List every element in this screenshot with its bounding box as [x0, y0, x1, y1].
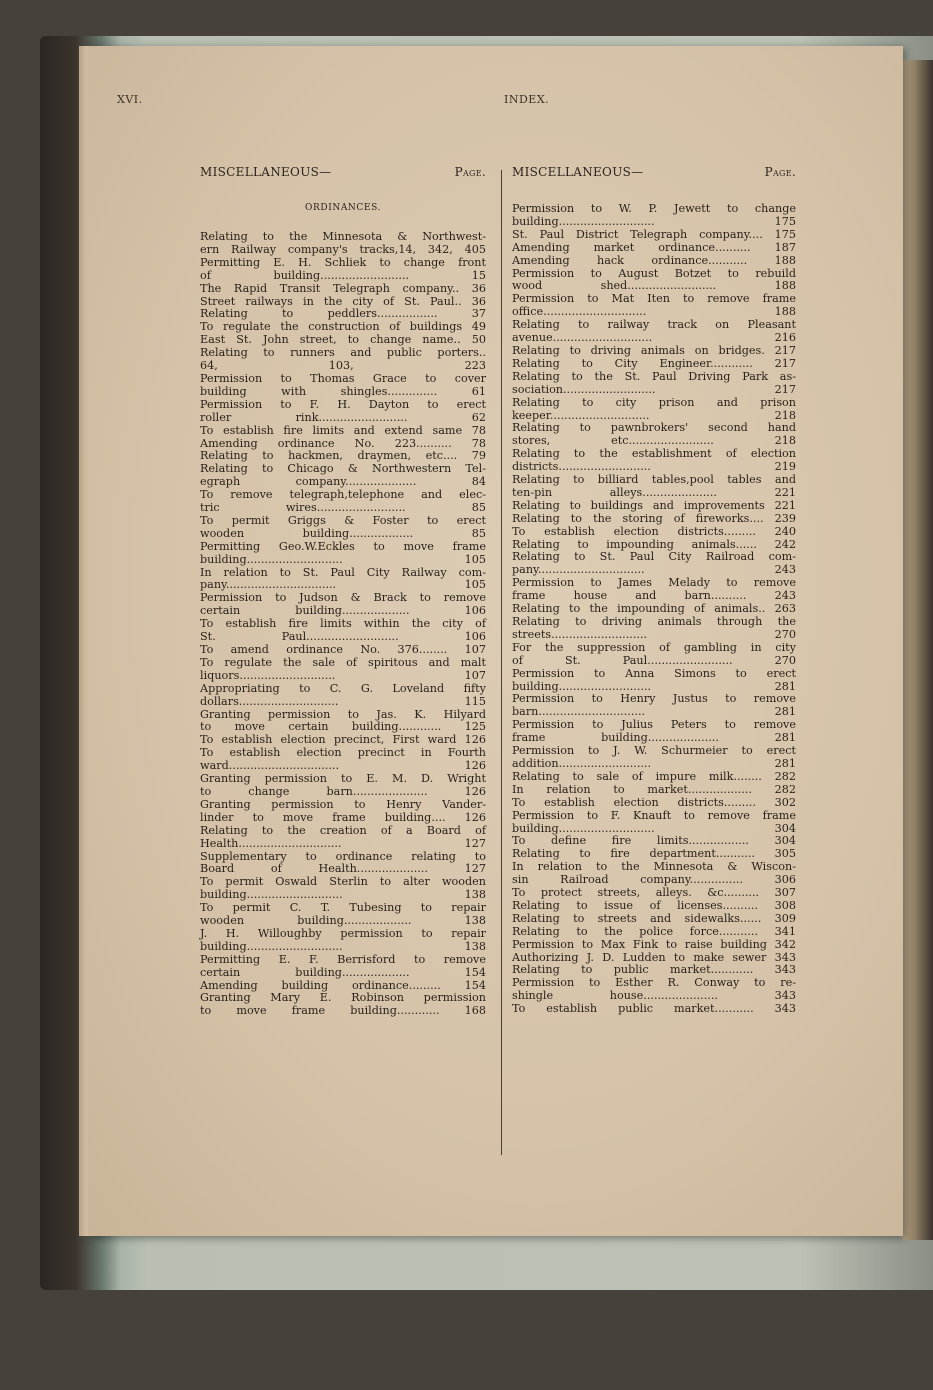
right-column-header	[512, 165, 796, 183]
index-entry-line: certain building................... 106	[200, 604, 486, 618]
left-column	[200, 165, 486, 1018]
index-entry-line: St. Paul.......................... 106	[200, 630, 486, 644]
index-entry-line: liquors........................... 107	[200, 668, 486, 682]
index-entry-line: Permission to Max Fink to raise building 342	[512, 937, 796, 951]
index-entry-line: barn.............................. 281	[512, 705, 796, 719]
index-entry-line: In relation to market.................. 282	[512, 782, 796, 796]
index-entry-line: office............................. 188	[512, 305, 796, 319]
index-entry-line: J. H. Willoughby permission to repair	[200, 926, 486, 940]
index-entry-line: Permitting E. H. Schliek to change front	[200, 255, 486, 269]
index-entry-line: Permission to J. W. Schurmeier to erect	[512, 744, 796, 758]
index-entry-line: Street railways in the city of St. Paul.. 36	[200, 294, 486, 308]
index-entry-line: districts.......................... 219	[512, 460, 796, 474]
index-entry-line: To establish fire limits within the city of	[200, 617, 486, 631]
index-entry-line: To permit Griggs & Foster to erect	[200, 513, 486, 527]
index-entry-line: wooden building................... 138	[200, 914, 486, 928]
index-entry-line: Permission to Anna Simons to erect	[512, 666, 796, 680]
left-index-list	[200, 231, 486, 1018]
index-entry-line: To establish election precinct in Fourth	[200, 746, 486, 760]
index-entry-line: building with shingles.............. 61	[200, 384, 486, 398]
index-entry-line: Relating to driving animals through the	[512, 615, 796, 628]
index-entry-line: East St. John street, to change name.. 50	[200, 333, 486, 347]
index-entry-line: Amending building ordinance......... 154	[200, 978, 486, 992]
right-index-list	[512, 203, 796, 1016]
index-entry-line: Relating to fire department........... 305	[512, 847, 796, 861]
index-entry-line: Permission to Mat Iten to remove frame	[512, 292, 796, 306]
index-entry-line: To regulate the sale of spiritous and malt	[200, 655, 486, 669]
index-entry-line: Relating to the establishment of election	[512, 447, 796, 461]
index-entry-line: Amending market ordinance.......... 187	[512, 240, 796, 254]
index-entry-line: Permission to F. Knauft to remove frame	[512, 808, 796, 822]
index-entry-line: For the suppression of gambling in city	[512, 640, 796, 654]
index-entry-line: Relating to streets and sidewalks...... 309	[512, 911, 796, 925]
index-entry-line: Permission to F. H. Dayton to erect	[200, 397, 486, 411]
index-entry-line: Relating to public market............ 343	[512, 963, 796, 977]
running-head-title: INDEX.	[504, 93, 550, 106]
index-entry-line: Relating to impounding animals...... 242	[512, 537, 796, 551]
index-entry-line: Permitting Geo.W.Eckles to move frame	[200, 539, 486, 553]
index-entry-line: keeper............................ 218	[512, 408, 796, 422]
index-entry-line: To establish fire limits and extend same 78	[200, 423, 486, 437]
index-entry-line: Permitting E. F. Berrisford to remove	[200, 952, 486, 966]
index-entry-line: ten-pin alleys..................... 221	[512, 485, 796, 499]
index-entry-line: Appropriating to C. G. Loveland fifty	[200, 681, 486, 695]
index-entry-line: shingle house..................... 343	[512, 989, 796, 1003]
index-entry-line: building.......................... 281	[512, 679, 796, 693]
index-entry-line: tric wires......................... 85	[200, 501, 486, 515]
index-entry-line: The Rapid Transit Telegraph company.. 36	[200, 281, 486, 295]
index-entry-line: Relating to pawnbrokers' second hand	[512, 421, 796, 435]
index-entry-line: to move certain building............ 125	[200, 720, 486, 734]
index-entry-line: sin Railroad company............... 306	[512, 873, 796, 887]
index-entry-line: Permission to James Melady to remove	[512, 576, 796, 590]
index-entry-line: addition.......................... 281	[512, 756, 796, 770]
index-entry-line: To establish election districts......... 302	[512, 795, 796, 809]
index-entry-line: Amending ordinance No. 223.......... 78	[200, 436, 486, 450]
index-entry-line: sociation.......................... 217	[512, 382, 796, 396]
index-entry-line: To permit Oswald Sterlin to alter wooden	[200, 875, 486, 889]
index-entry-line: building........................... 105	[200, 552, 486, 566]
index-entry-line: dollars............................ 115	[200, 694, 486, 708]
section-heading: MISCELLANEOUS—	[512, 165, 644, 179]
index-entry-line: In relation to St. Paul City Railway com-	[200, 565, 486, 579]
index-entry-line: In relation to the Minnesota & Wiscon-	[512, 860, 796, 874]
index-entry-line: Granting Mary E. Robinson permission	[200, 991, 486, 1005]
index-entry-line: streets........................... 270	[512, 627, 796, 641]
index-entry-line: To establish public market........... 343	[512, 1002, 796, 1016]
index-entry-line: To permit C. T. Tubesing to repair	[200, 901, 486, 915]
ordinances-subheading: ORDINANCES.	[305, 203, 381, 213]
section-heading: MISCELLANEOUS—	[200, 165, 332, 179]
index-entry-line: To remove telegraph,telephone and elec-	[200, 488, 486, 502]
index-entry-line: Permission to Henry Justus to remove	[512, 692, 796, 706]
index-entry-line: Permission to W. P. Jewett to change	[512, 202, 796, 215]
index-entry-line: egraph company.................... 84	[200, 475, 486, 489]
index-entry-line: Relating to Chicago & Northwestern Tel-	[200, 462, 486, 476]
facing-page-edge	[903, 60, 933, 1240]
page-column-label: Page.	[764, 165, 796, 179]
index-entry-line: Relating to the Minnesota & Northwest-	[200, 230, 486, 243]
index-entry-line: Relating to the impounding of animals.. 263	[512, 602, 796, 616]
index-entry-line: linder to move frame building.... 126	[200, 810, 486, 824]
index-entry-line: Permission to Judson & Brack to remove	[200, 591, 486, 605]
index-entry-line: To regulate the construction of buildings 49	[200, 320, 486, 334]
index-entry-line: Relating to hackmen, draymen, etc.... 79	[200, 449, 486, 463]
column-divider	[501, 170, 502, 1155]
index-entry-line: Relating to buildings and improvements 221	[512, 498, 796, 512]
index-entry-line: Permission to Esther R. Conway to re-	[512, 976, 796, 990]
index-entry-line: 64, 103, 223	[200, 359, 486, 373]
index-entry-line: Permission to August Botzet to rebuild	[512, 266, 796, 280]
index-entry-line: Relating to the creation of a Board of	[200, 823, 486, 837]
index-entry-line: Health............................. 127	[200, 836, 486, 850]
left-column-header	[200, 165, 486, 183]
index-entry-line: Relating to runners and public porters..	[200, 346, 486, 360]
right-column	[512, 165, 796, 1016]
index-entry-line: frame house and barn.......... 243	[512, 589, 796, 603]
index-entry-line: roller rink......................... 62	[200, 410, 486, 424]
index-entry-line: Board of Health.................... 127	[200, 862, 486, 876]
index-entry-line: wood shed......................... 188	[512, 279, 796, 293]
index-entry-line: Relating to railway track on Pleasant	[512, 318, 796, 332]
index-entry-line: building........................... 138	[200, 888, 486, 902]
index-entry-line: Granting permission to Henry Vander-	[200, 797, 486, 811]
index-entry-line: Amending hack ordinance........... 188	[512, 253, 796, 267]
index-entry-line: wooden building.................. 85	[200, 526, 486, 540]
index-entry-line: Relating to the police force........... 341	[512, 924, 796, 938]
index-entry-line: Permission to Thomas Grace to cover	[200, 371, 486, 385]
index-entry-line: Authorizing J. D. Ludden to make sewer 343	[512, 950, 796, 964]
page-folio: XVI.	[117, 93, 143, 106]
index-entry-line: To define fire limits................. 304	[512, 834, 796, 848]
running-head	[117, 93, 822, 109]
index-entry-line: of building......................... 15	[200, 268, 486, 282]
index-entry-line: of St. Paul........................ 270	[512, 653, 796, 667]
index-entry-line: building........................... 175	[512, 214, 796, 228]
index-entry-line: pany............................... 105	[200, 578, 486, 592]
index-entry-line: Relating to St. Paul City Railroad com-	[512, 550, 796, 564]
index-entry-line: Relating to driving animals on bridges. 217	[512, 343, 796, 357]
index-entry-line: To amend ordinance No. 376........ 107	[200, 643, 486, 656]
index-entry-line: Granting permission to E. M. D. Wright	[200, 772, 486, 786]
index-entry-line: Permission to Julius Peters to remove	[512, 718, 796, 732]
index-entry-line: to change barn..................... 126	[200, 784, 486, 798]
index-entry-line: Relating to billiard tables,pool tables and	[512, 473, 796, 487]
index-entry-line: ern Railway company's tracks,14, 342, 405	[200, 242, 486, 256]
index-entry-line: pany.............................. 243	[512, 563, 796, 577]
index-entry-line: Relating to sale of impure milk........ 282	[512, 769, 796, 783]
index-entry-line: Relating to the storing of fireworks.... 239	[512, 511, 796, 525]
index-entry-line: stores, etc........................ 218	[512, 434, 796, 448]
index-entry-line: Relating to the St. Paul Driving Park as-	[512, 369, 796, 383]
index-entry-line: building........................... 138	[200, 939, 486, 953]
index-entry-line: To establish election districts......... 240	[512, 524, 796, 538]
index-entry-line: Supplementary to ordinance relating to	[200, 849, 486, 863]
page-column-label: Page.	[454, 165, 486, 179]
index-entry-line: Relating to city prison and prison	[512, 395, 796, 409]
index-entry-line: Granting permission to Jas. K. Hilyard	[200, 707, 486, 721]
index-entry-line: building........................... 304	[512, 821, 796, 835]
index-entry-line: Relating to peddlers................. 37	[200, 307, 486, 321]
index-entry-line: frame building.................... 281	[512, 731, 796, 745]
index-entry-line: to move frame building............ 168	[200, 1004, 486, 1018]
index-entry-line: To protect streets, alleys. &c.......... 307	[512, 886, 796, 900]
index-entry-line: St. Paul District Telegraph company.... 175	[512, 227, 796, 241]
index-entry-line: Relating to City Engineer............ 217	[512, 356, 796, 370]
index-entry-line: avenue............................ 216	[512, 331, 796, 345]
index-entry-line: certain building................... 154	[200, 965, 486, 979]
index-entry-line: To establish election precinct, First ward 126	[200, 733, 486, 747]
index-entry-line: Relating to issue of licenses.......... 308	[512, 898, 796, 912]
index-entry-line: ward............................... 126	[200, 759, 486, 773]
